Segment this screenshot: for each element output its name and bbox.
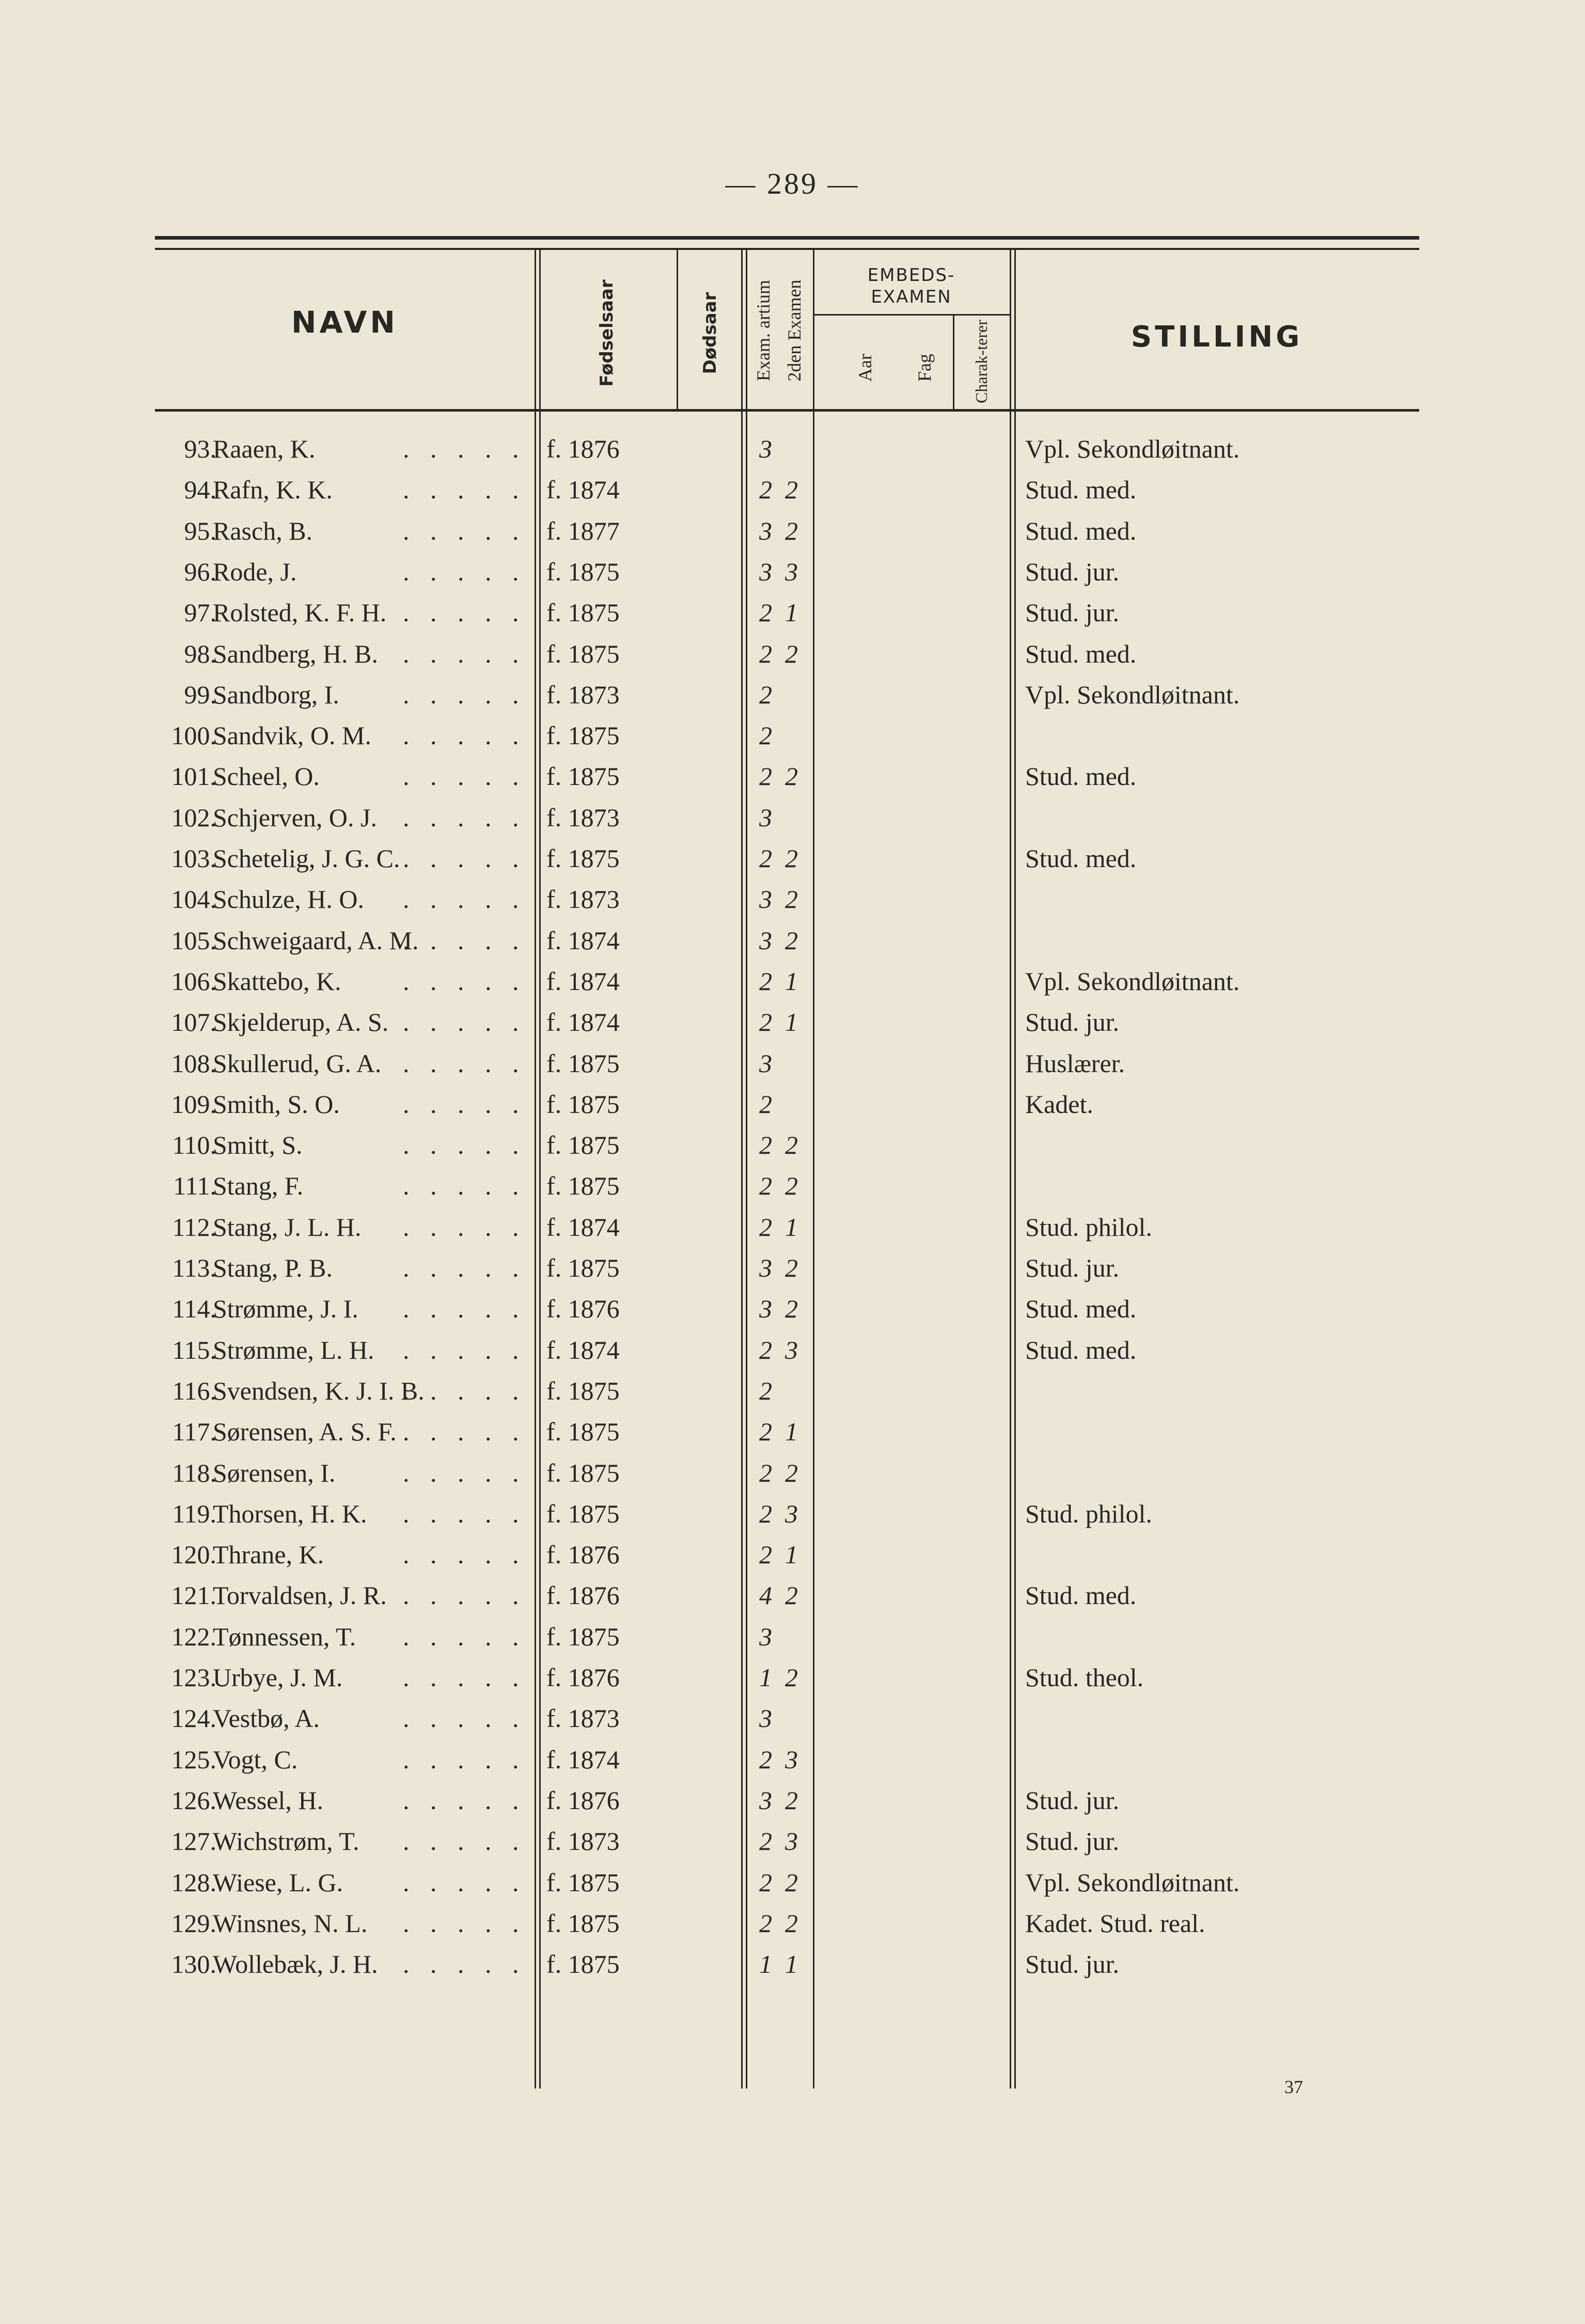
row-born: f. 1875 xyxy=(546,1253,620,1282)
row-born: f. 1875 xyxy=(546,1622,620,1651)
row-born: f. 1875 xyxy=(546,1417,620,1447)
table-row xyxy=(0,434,1585,474)
table-row xyxy=(0,803,1585,843)
row-born: f. 1873 xyxy=(546,803,620,832)
row-exam: 2 3 xyxy=(759,1335,798,1364)
leader-dots: . . . . . xyxy=(403,1458,526,1487)
row-name: Schweigaard, A. M. xyxy=(213,925,419,955)
row-name: Wollebæk, J. H. xyxy=(213,1950,378,1979)
leader-dots: . . . . . xyxy=(403,1581,526,1610)
row-name: Skullerud, G. A. xyxy=(213,1048,382,1078)
leader-dots: . . . . . xyxy=(403,639,526,668)
row-name: Vogt, C. xyxy=(213,1745,298,1774)
table-row xyxy=(0,925,1585,966)
header-embedsexamen-line1: EMBEDS- xyxy=(867,265,955,286)
row-stilling: Stud. med. xyxy=(1025,639,1137,668)
row-name: Sandborg, I. xyxy=(213,680,339,709)
row-born: f. 1875 xyxy=(546,1458,620,1487)
row-name: Smith, S. O. xyxy=(213,1089,340,1119)
row-exam: 4 2 xyxy=(759,1581,798,1610)
header-dodsaar: Dødsaar xyxy=(700,292,720,374)
row-number: 130. xyxy=(171,1950,216,1979)
row-name: Wichstrøm, T. xyxy=(213,1827,359,1856)
table-row xyxy=(0,475,1585,515)
row-stilling: Stud. jur. xyxy=(1025,598,1119,627)
row-name: Stang, P. B. xyxy=(213,1253,333,1282)
leader-dots: . . . . . xyxy=(403,1171,526,1201)
leader-dots: . . . . . xyxy=(403,1540,526,1569)
column-divider-fag xyxy=(953,315,954,409)
row-born: f. 1875 xyxy=(546,762,620,791)
row-born: f. 1875 xyxy=(546,598,620,627)
row-number: 122. xyxy=(171,1622,216,1651)
row-number: 120. xyxy=(171,1540,216,1569)
row-exam: 3 xyxy=(759,1704,772,1733)
row-name: Tønnessen, T. xyxy=(213,1622,356,1651)
row-name: Skattebo, K. xyxy=(213,966,341,996)
row-stilling: Vpl. Sekondløitnant. xyxy=(1025,966,1240,996)
row-born: f. 1876 xyxy=(546,1663,620,1692)
row-number: 121. xyxy=(171,1581,216,1610)
header-navn: NAVN xyxy=(291,305,398,340)
row-exam: 1 1 xyxy=(759,1950,798,1979)
row-name: Strømme, J. I. xyxy=(213,1294,358,1324)
row-stilling: Stud. philol. xyxy=(1025,1212,1152,1242)
row-number: 94. xyxy=(184,475,216,505)
row-stilling: Huslærer. xyxy=(1025,1048,1125,1078)
header-exam-artium: Exam. artium xyxy=(753,280,774,381)
header-embedsexamen xyxy=(813,264,1010,308)
row-exam: 2 3 xyxy=(759,1499,798,1528)
row-name: Wessel, H. xyxy=(213,1785,323,1815)
row-number: 124. xyxy=(171,1704,216,1733)
row-exam: 2 2 xyxy=(759,1908,798,1938)
row-born: f. 1875 xyxy=(546,1499,620,1528)
table-row xyxy=(0,1089,1585,1129)
row-born: f. 1874 xyxy=(546,925,620,955)
table-row xyxy=(0,1703,1585,1744)
table-row xyxy=(0,1785,1585,1826)
leader-dots: . . . . . xyxy=(403,1499,526,1528)
row-stilling: Stud. philol. xyxy=(1025,1499,1152,1528)
leader-dots: . . . . . xyxy=(403,1212,526,1242)
row-number: 119. xyxy=(172,1499,216,1528)
row-number: 108. xyxy=(171,1048,216,1078)
table-row xyxy=(0,1826,1585,1866)
row-number: 107. xyxy=(171,1008,216,1037)
header-fag: Fag xyxy=(914,354,935,382)
row-stilling: Stud. jur. xyxy=(1025,1253,1119,1282)
table-row xyxy=(0,1253,1585,1293)
row-exam: 3 xyxy=(759,434,772,463)
row-exam: 2 xyxy=(759,721,772,750)
row-exam: 3 2 xyxy=(759,1785,798,1815)
row-born: f. 1875 xyxy=(546,1908,620,1938)
row-born: f. 1875 xyxy=(546,721,620,750)
row-number: 109. xyxy=(171,1089,216,1119)
row-born: f. 1875 xyxy=(546,1950,620,1979)
row-born: f. 1875 xyxy=(546,1130,620,1160)
row-born: f. 1873 xyxy=(546,1704,620,1733)
leader-dots: . . . . . xyxy=(403,1376,526,1405)
leader-dots: . . . . . xyxy=(403,1663,526,1692)
row-number: 128. xyxy=(171,1867,216,1897)
row-stilling: Stud. med. xyxy=(1025,1581,1137,1610)
table-row xyxy=(0,1662,1585,1703)
row-exam: 2 1 xyxy=(759,966,798,996)
row-name: Winsnes, N. L. xyxy=(213,1908,368,1938)
leader-dots: . . . . . xyxy=(403,598,526,627)
row-born: f. 1875 xyxy=(546,639,620,668)
row-born: f. 1875 xyxy=(546,844,620,873)
header-bottom-rule xyxy=(155,409,1419,412)
row-exam: 2 3 xyxy=(759,1745,798,1774)
row-born: f. 1874 xyxy=(546,1008,620,1037)
row-number: 123. xyxy=(171,1663,216,1692)
table-row xyxy=(0,598,1585,638)
row-number: 118. xyxy=(172,1458,216,1487)
leader-dots: . . . . . xyxy=(403,1622,526,1651)
header-embedsexamen-line2: EXAMEN xyxy=(871,287,952,307)
leader-dots: . . . . . xyxy=(403,680,526,709)
row-born: f. 1874 xyxy=(546,475,620,505)
row-name: Schjerven, O. J. xyxy=(213,803,377,832)
row-born: f. 1874 xyxy=(546,1212,620,1242)
row-exam: 2 2 xyxy=(759,844,798,873)
table-row xyxy=(0,884,1585,924)
leader-dots: . . . . . xyxy=(403,1867,526,1897)
leader-dots: . . . . . xyxy=(403,1827,526,1856)
row-name: Wiese, L. G. xyxy=(213,1867,343,1897)
row-born: f. 1875 xyxy=(546,1048,620,1078)
row-exam: 2 2 xyxy=(759,1458,798,1487)
row-born: f. 1873 xyxy=(546,1827,620,1856)
leader-dots: . . . . . xyxy=(403,1089,526,1119)
row-exam: 3 2 xyxy=(759,1253,798,1282)
table-row xyxy=(0,1458,1585,1498)
row-number: 102. xyxy=(171,803,216,832)
row-born: f. 1875 xyxy=(546,1376,620,1405)
table-row xyxy=(0,1048,1585,1089)
table-row xyxy=(0,1949,1585,1989)
row-stilling: Stud. jur. xyxy=(1025,1827,1119,1856)
row-name: Skjelderup, A. S. xyxy=(213,1008,389,1037)
table-row xyxy=(0,1908,1585,1949)
leader-dots: . . . . . xyxy=(403,844,526,873)
row-born: f. 1875 xyxy=(546,1089,620,1119)
leader-dots: . . . . . xyxy=(403,1745,526,1774)
row-exam: 1 2 xyxy=(759,1663,798,1692)
embedsexamen-divider xyxy=(813,314,1010,316)
row-name: Rasch, B. xyxy=(213,516,313,545)
row-name: Sandvik, O. M. xyxy=(213,721,371,750)
table-row xyxy=(0,966,1585,1007)
row-exam: 2 2 xyxy=(759,1867,798,1897)
row-name: Sørensen, A. S. F. xyxy=(213,1417,397,1447)
leader-dots: . . . . . xyxy=(403,434,526,463)
row-number: 125. xyxy=(171,1745,216,1774)
row-exam: 2 3 xyxy=(759,1827,798,1856)
leader-dots: . . . . . xyxy=(403,1048,526,1078)
table-row xyxy=(0,680,1585,720)
table-row xyxy=(0,1867,1585,1908)
row-born: f. 1877 xyxy=(546,516,620,545)
row-exam: 2 1 xyxy=(759,1540,798,1569)
row-number: 99. xyxy=(184,680,216,709)
row-number: 106. xyxy=(171,966,216,996)
row-exam: 2 1 xyxy=(759,1417,798,1447)
row-number: 100. xyxy=(171,721,216,750)
row-born: f. 1874 xyxy=(546,1335,620,1364)
table-row xyxy=(0,1745,1585,1785)
row-name: Rode, J. xyxy=(213,557,297,586)
table-row xyxy=(0,1499,1585,1539)
row-born: f. 1875 xyxy=(546,1867,620,1897)
row-number: 117. xyxy=(172,1417,216,1447)
row-exam: 3 xyxy=(759,1622,772,1651)
row-stilling: Stud. jur. xyxy=(1025,1008,1119,1037)
row-stilling: Stud. jur. xyxy=(1025,1950,1119,1979)
row-exam: 2 2 xyxy=(759,1130,798,1160)
row-exam: 2 1 xyxy=(759,1212,798,1242)
leader-dots: . . . . . xyxy=(403,1130,526,1160)
table-row xyxy=(0,1007,1585,1047)
row-exam: 2 xyxy=(759,1376,772,1405)
leader-dots: . . . . . xyxy=(403,1704,526,1733)
row-born: f. 1876 xyxy=(546,1581,620,1610)
row-name: Raaen, K. xyxy=(213,434,316,463)
leader-dots: . . . . . xyxy=(403,1908,526,1938)
table-row xyxy=(0,639,1585,679)
row-stilling: Stud. jur. xyxy=(1025,557,1119,586)
table-row xyxy=(0,1622,1585,1662)
row-name: Rafn, K. K. xyxy=(213,475,333,505)
header-top-rule-thin xyxy=(155,248,1419,250)
row-exam: 2 2 xyxy=(759,1171,798,1201)
row-number: 126. xyxy=(171,1785,216,1815)
leader-dots: . . . . . xyxy=(403,721,526,750)
row-number: 115. xyxy=(172,1335,216,1364)
header-fodselsaar: Fødselsaar xyxy=(597,279,617,387)
row-name: Smitt, S. xyxy=(213,1130,303,1160)
row-stilling: Stud. theol. xyxy=(1025,1663,1144,1692)
leader-dots: . . . . . xyxy=(403,1417,526,1447)
row-stilling: Stud. med. xyxy=(1025,762,1137,791)
header-stilling: STILLING xyxy=(1131,320,1303,354)
row-name: Torvaldsen, J. R. xyxy=(213,1581,387,1610)
row-name: Thorsen, H. K. xyxy=(213,1499,367,1528)
row-number: 105. xyxy=(171,925,216,955)
row-exam: 2 1 xyxy=(759,1008,798,1037)
row-stilling: Stud. med. xyxy=(1025,1335,1137,1364)
table-row xyxy=(0,1294,1585,1334)
row-number: 101. xyxy=(171,762,216,791)
header-anden-examen: 2den Examen xyxy=(784,279,805,382)
row-number: 95. xyxy=(184,516,216,545)
table-row xyxy=(0,1335,1585,1375)
row-number: 104. xyxy=(171,885,216,914)
row-exam: 2 xyxy=(759,1089,772,1119)
row-born: f. 1873 xyxy=(546,680,620,709)
row-born: f. 1876 xyxy=(546,434,620,463)
row-exam: 3 xyxy=(759,803,772,832)
row-name: Sandberg, H. B. xyxy=(213,639,378,668)
row-stilling: Vpl. Sekondløitnant. xyxy=(1025,680,1240,709)
row-number: 114. xyxy=(172,1294,216,1324)
leader-dots: . . . . . xyxy=(403,516,526,545)
leader-dots: . . . . . xyxy=(403,1785,526,1815)
row-exam: 3 2 xyxy=(759,516,798,545)
row-name: Sørensen, I. xyxy=(213,1458,336,1487)
row-name: Schetelig, J. G. C. xyxy=(213,844,400,873)
row-exam: 2 2 xyxy=(759,639,798,668)
row-stilling: Stud. med. xyxy=(1025,1294,1137,1324)
row-exam: 3 2 xyxy=(759,885,798,914)
row-stilling: Stud. med. xyxy=(1025,844,1137,873)
row-stilling: Vpl. Sekondløitnant. xyxy=(1025,434,1240,463)
row-born: f. 1875 xyxy=(546,1171,620,1201)
table-row xyxy=(0,1171,1585,1211)
header-charakterer: Charak-terer xyxy=(972,320,991,403)
row-exam: 3 xyxy=(759,1048,772,1078)
row-name: Urbye, J. M. xyxy=(213,1663,343,1692)
leader-dots: . . . . . xyxy=(403,966,526,996)
row-number: 103. xyxy=(171,844,216,873)
table-row xyxy=(0,557,1585,597)
header-aar: Aar xyxy=(855,354,875,382)
row-exam: 2 2 xyxy=(759,762,798,791)
row-name: Svendsen, K. J. I. B. xyxy=(213,1376,425,1405)
row-born: f. 1875 xyxy=(546,557,620,586)
header-top-rule xyxy=(155,236,1419,240)
leader-dots: . . . . . xyxy=(403,475,526,505)
row-stilling: Stud. med. xyxy=(1025,516,1137,545)
row-stilling: Stud. med. xyxy=(1025,475,1137,505)
row-born: f. 1873 xyxy=(546,885,620,914)
table-row xyxy=(0,1376,1585,1416)
table-row xyxy=(0,1580,1585,1621)
row-born: f. 1874 xyxy=(546,966,620,996)
table-row xyxy=(0,720,1585,761)
row-exam: 2 2 xyxy=(759,475,798,505)
row-number: 127. xyxy=(171,1827,216,1856)
leader-dots: . . . . . xyxy=(403,762,526,791)
row-exam: 3 2 xyxy=(759,1294,798,1324)
row-number: 96. xyxy=(184,557,216,586)
row-stilling: Kadet. Stud. real. xyxy=(1025,1908,1205,1938)
leader-dots: . . . . . xyxy=(403,1294,526,1324)
row-name: Thrane, K. xyxy=(213,1540,324,1569)
table-row xyxy=(0,843,1585,884)
row-born: f. 1876 xyxy=(546,1785,620,1815)
table-row xyxy=(0,1540,1585,1580)
row-stilling: Vpl. Sekondløitnant. xyxy=(1025,1867,1240,1897)
row-number: 110. xyxy=(172,1130,216,1160)
leader-dots: . . . . . xyxy=(403,1950,526,1979)
leader-dots: . . . . . xyxy=(403,1008,526,1037)
row-number: 116. xyxy=(172,1376,216,1405)
row-number: 97. xyxy=(184,598,216,627)
row-number: 129. xyxy=(171,1908,216,1938)
leader-dots: . . . . . xyxy=(403,803,526,832)
leader-dots: . . . . . xyxy=(403,1335,526,1364)
row-number: 93. xyxy=(184,434,216,463)
row-name: Strømme, L. H. xyxy=(213,1335,374,1364)
row-name: Stang, F. xyxy=(213,1171,304,1201)
row-born: f. 1876 xyxy=(546,1540,620,1569)
row-number: 112. xyxy=(172,1212,216,1242)
row-exam: 3 2 xyxy=(759,925,798,955)
row-number: 111. xyxy=(173,1171,216,1201)
row-name: Schulze, H. O. xyxy=(213,885,364,914)
row-exam: 2 1 xyxy=(759,598,798,627)
column-divider-fodsel xyxy=(677,250,678,409)
table-row xyxy=(0,1130,1585,1170)
folio-number: 37 xyxy=(1284,2077,1303,2097)
leader-dots: . . . . . xyxy=(403,1253,526,1282)
page-number: — 289 — xyxy=(725,167,860,200)
leader-dots: . . . . . xyxy=(403,557,526,586)
row-born: f. 1876 xyxy=(546,1294,620,1324)
row-stilling: Stud. jur. xyxy=(1025,1785,1119,1815)
table-row xyxy=(0,1417,1585,1457)
leader-dots: . . . . . xyxy=(403,925,526,955)
row-exam: 2 xyxy=(759,680,772,709)
row-name: Rolsted, K. F. H. xyxy=(213,598,387,627)
row-stilling: Kadet. xyxy=(1025,1089,1093,1119)
row-name: Stang, J. L. H. xyxy=(213,1212,362,1242)
row-exam: 3 3 xyxy=(759,557,798,586)
table-row xyxy=(0,761,1585,802)
row-number: 98. xyxy=(184,639,216,668)
table-row xyxy=(0,1212,1585,1252)
row-name: Scheel, O. xyxy=(213,762,320,791)
table-row xyxy=(0,516,1585,556)
row-number: 113. xyxy=(172,1253,216,1282)
row-born: f. 1874 xyxy=(546,1745,620,1774)
row-name: Vestbø, A. xyxy=(213,1704,320,1733)
leader-dots: . . . . . xyxy=(403,885,526,914)
